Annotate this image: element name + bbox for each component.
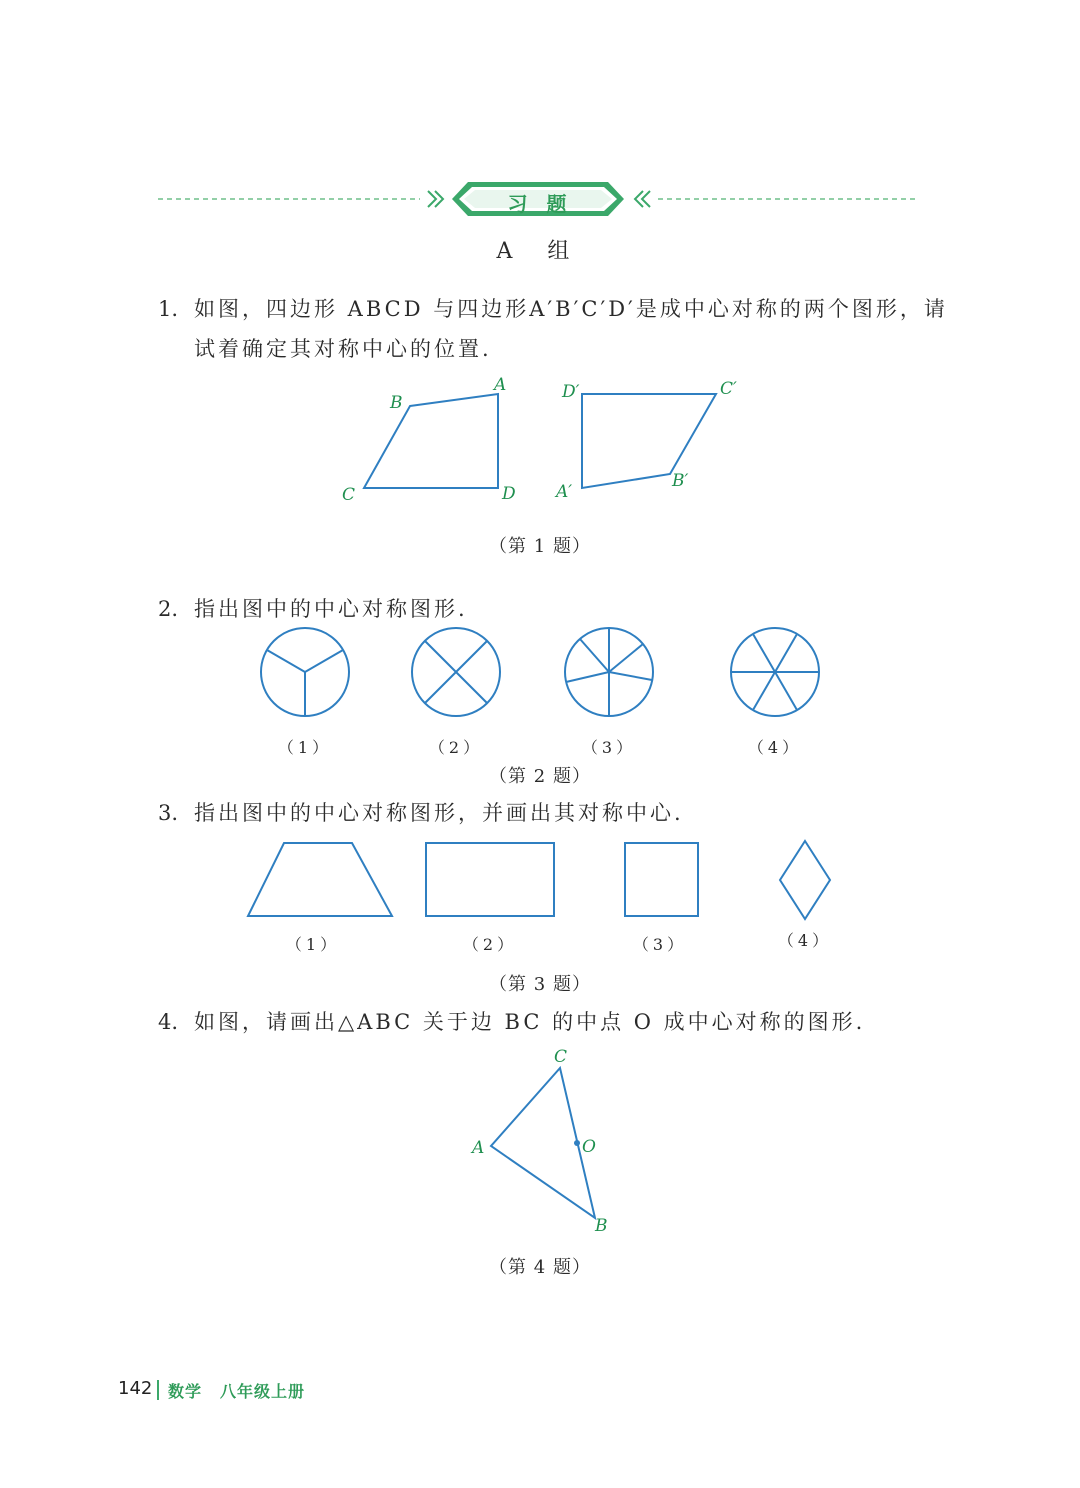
chevrons-left-icon <box>428 191 443 207</box>
label-o: O <box>582 1137 596 1157</box>
page-number: 142 <box>118 1378 153 1399</box>
circle-4 <box>731 628 819 716</box>
book-grade: 八年级上册 <box>220 1382 306 1401</box>
question-1-continuation: 试着确定其对称中心的位置. <box>194 337 492 361</box>
label-c: C <box>554 1047 568 1067</box>
midpoint-o <box>574 1140 580 1146</box>
label-b-prime: B′ <box>672 471 689 491</box>
sub-label-4: （4） <box>747 738 803 757</box>
question-number: 4. <box>158 1010 179 1034</box>
chevrons-right-icon <box>635 191 650 207</box>
group-heading: A 组 <box>496 239 584 264</box>
sub-label-2: （2） <box>462 935 518 954</box>
label-a: A <box>494 375 507 395</box>
rhombus <box>780 841 830 919</box>
circle-1 <box>261 628 349 716</box>
figure-1-quadrilaterals <box>330 370 750 510</box>
sub-label-4: （4） <box>777 931 833 950</box>
sub-label-3: （3） <box>632 935 688 954</box>
question-text: 如图，四边形 ABCD 与四边形A′B′C′D′是成中心对称的两个图形，请 <box>194 297 948 321</box>
figure-2-circles <box>250 620 840 730</box>
caption-3: （第 3 题） <box>489 974 591 995</box>
figure-3-shapes <box>240 835 840 925</box>
label-c-prime: C′ <box>720 379 737 399</box>
footer-divider <box>157 1380 159 1400</box>
sub-label-1: （1） <box>277 738 333 757</box>
label-d: D <box>502 484 516 504</box>
sub-label-2: （2） <box>428 738 484 757</box>
label-a-prime: A′ <box>556 482 573 502</box>
book-title <box>168 1379 323 1402</box>
trapezoid <box>248 843 392 916</box>
question-number: 1. <box>158 297 179 321</box>
question-text: 如图，请画出△ABC 关于边 BC 的中点 O 成中心对称的图形. <box>194 1010 866 1034</box>
square <box>625 843 698 916</box>
question-3 <box>158 798 684 828</box>
question-text: 指出图中的中心对称图形. <box>194 597 468 621</box>
caption-4: （第 4 题） <box>489 1257 591 1278</box>
caption-1: （第 1 题） <box>489 536 591 557</box>
question-number: 2. <box>158 597 179 621</box>
sub-label-1: （1） <box>285 935 341 954</box>
quadrilateral-abcd <box>364 394 498 488</box>
question-4 <box>158 1007 865 1037</box>
rectangle <box>426 843 554 916</box>
section-title: 习 题 <box>507 192 573 216</box>
question-1 <box>158 294 948 324</box>
sub-label-3: （3） <box>581 738 637 757</box>
book-subject: 数学 <box>168 1382 203 1401</box>
label-a: A <box>472 1138 485 1158</box>
question-text: 指出图中的中心对称图形，并画出其对称中心. <box>194 801 684 825</box>
label-c: C <box>342 485 356 505</box>
label-b: B <box>390 393 403 413</box>
caption-2: （第 2 题） <box>489 766 591 787</box>
quadrilateral-abcd-prime <box>582 394 716 488</box>
label-d-prime: D′ <box>562 382 580 402</box>
label-b: B <box>595 1216 608 1236</box>
circle-2 <box>412 628 500 716</box>
question-number: 3. <box>158 801 179 825</box>
circle-3 <box>565 628 653 716</box>
figure-4-triangle <box>460 1040 630 1240</box>
